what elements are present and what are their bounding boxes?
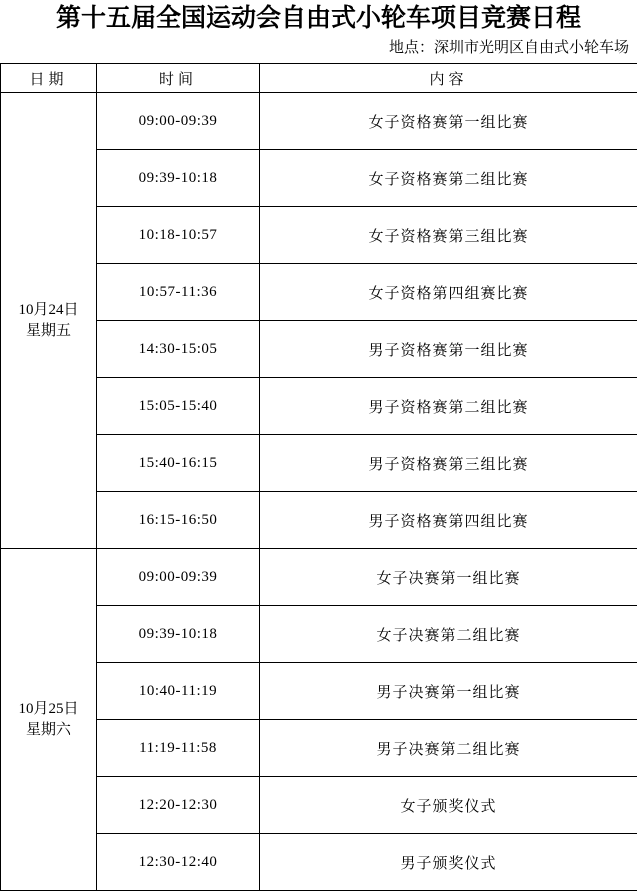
date-line-2: 星期六 — [1, 720, 96, 741]
table-row — [1, 606, 637, 663]
table-row — [1, 264, 637, 321]
time-cell: 16:15-16:50 — [97, 492, 260, 549]
page-title: 第十五届全国运动会自由式小轮车项目竞赛日程 — [0, 0, 637, 36]
table-row — [1, 150, 637, 207]
time-cell: 15:05-15:40 — [97, 378, 260, 435]
content-cell: 女子资格赛第一组比赛 — [260, 93, 637, 150]
table-row — [1, 378, 637, 435]
content-cell: 女子资格赛第三组比赛 — [260, 207, 637, 264]
content-cell: 男子资格赛第三组比赛 — [260, 435, 637, 492]
time-cell: 09:39-10:18 — [97, 150, 260, 207]
table-row — [1, 777, 637, 834]
table-row — [1, 549, 637, 606]
table-row — [1, 435, 637, 492]
time-cell: 09:39-10:18 — [97, 606, 260, 663]
time-cell: 12:20-12:30 — [97, 777, 260, 834]
content-cell: 女子资格第四组赛比赛 — [260, 264, 637, 321]
table-row — [1, 93, 637, 150]
table-row — [1, 321, 637, 378]
content-cell: 男子资格赛第二组比赛 — [260, 378, 637, 435]
table-row — [1, 663, 637, 720]
time-cell: 10:57-11:36 — [97, 264, 260, 321]
column-header-date: 日期 — [1, 64, 97, 93]
table-row — [1, 492, 637, 549]
competition-schedule-table — [0, 63, 637, 891]
content-cell: 女子资格赛第二组比赛 — [260, 150, 637, 207]
time-cell: 10:40-11:19 — [97, 663, 260, 720]
content-cell: 女子决赛第二组比赛 — [260, 606, 637, 663]
time-cell: 09:00-09:39 — [97, 93, 260, 150]
date-line-1: 10月24日 — [1, 300, 96, 321]
date-line-2: 星期五 — [1, 321, 96, 342]
table-row — [1, 834, 637, 891]
table-row — [1, 207, 637, 264]
time-cell: 12:30-12:40 — [97, 834, 260, 891]
time-cell: 11:19-11:58 — [97, 720, 260, 777]
content-cell: 男子资格赛第一组比赛 — [260, 321, 637, 378]
time-cell: 10:18-10:57 — [97, 207, 260, 264]
content-cell: 女子颁奖仪式 — [260, 777, 637, 834]
date-line-1: 10月25日 — [1, 699, 96, 720]
table-header-row — [1, 64, 637, 93]
venue-line: 地点：深圳市光明区自由式小轮车场 — [0, 36, 637, 63]
date-cell — [1, 93, 97, 549]
date-cell — [1, 549, 97, 891]
time-cell: 14:30-15:05 — [97, 321, 260, 378]
content-cell: 男子颁奖仪式 — [260, 834, 637, 891]
content-cell: 女子决赛第一组比赛 — [260, 549, 637, 606]
table-head — [1, 64, 637, 93]
time-cell: 09:00-09:39 — [97, 549, 260, 606]
column-header-content: 内容 — [260, 64, 637, 93]
table-row — [1, 720, 637, 777]
column-header-time: 时间 — [97, 64, 260, 93]
content-cell: 男子资格赛第四组比赛 — [260, 492, 637, 549]
content-cell: 男子决赛第一组比赛 — [260, 663, 637, 720]
content-cell: 男子决赛第二组比赛 — [260, 720, 637, 777]
table-body — [1, 93, 637, 891]
time-cell: 15:40-16:15 — [97, 435, 260, 492]
